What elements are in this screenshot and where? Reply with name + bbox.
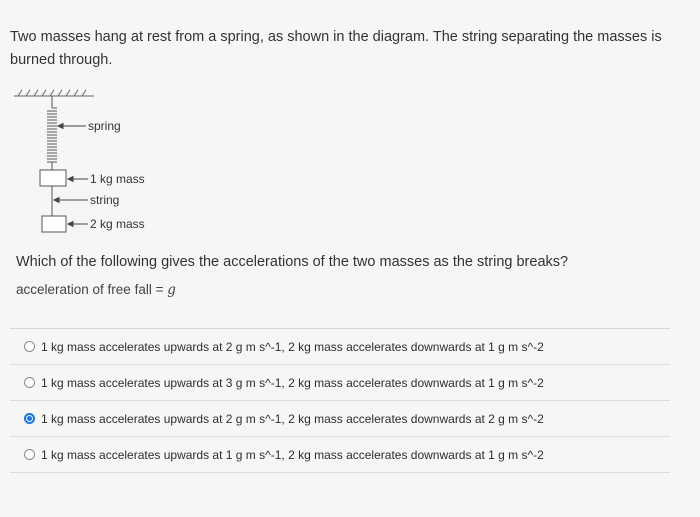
answer-option-label: 1 kg mass accelerates upwards at 2 g m s^-1, 2 kg mass accelerates downwards at 2 g m s^-2 <box>41 411 544 426</box>
answer-option-3[interactable] <box>10 401 670 437</box>
answer-option-label: 1 kg mass accelerates upwards at 2 g m s^-1, 2 kg mass accelerates downwards at 1 g m s^-2 <box>41 339 544 354</box>
given-label: acceleration of free fall = <box>16 282 168 297</box>
mass-1kg-block <box>40 170 66 186</box>
radio-button[interactable] <box>24 341 35 352</box>
mass-2kg-block <box>42 216 66 232</box>
label-string: string <box>90 193 120 207</box>
spring-coil <box>47 96 57 170</box>
ceiling-support <box>14 90 94 96</box>
answer-option-label: 1 kg mass accelerates upwards at 3 g m s^-1, 2 kg mass accelerates downwards at 1 g m s^-2 <box>41 375 544 390</box>
answer-option-4[interactable] <box>10 437 670 473</box>
answer-option-1[interactable] <box>10 329 670 365</box>
question-text: Two masses hang at rest from a spring, as shown in the diagram. The string separating the masses is burned through. <box>10 29 662 68</box>
label-mass-1kg: 1 kg mass <box>90 172 145 186</box>
answer-option-2[interactable] <box>10 365 670 401</box>
label-mass-2kg: 2 kg mass <box>90 217 145 231</box>
sub-question-text: Which of the following gives the accelerations of the two masses as the string breaks? <box>16 254 569 270</box>
given-info <box>16 282 176 298</box>
radio-button[interactable] <box>24 449 35 460</box>
answer-options <box>10 328 670 473</box>
given-symbol: g <box>167 282 176 298</box>
answer-option-label: 1 kg mass accelerates upwards at 1 g m s^-1, 2 kg mass accelerates downwards at 1 g m s^-2 <box>41 447 544 462</box>
radio-button-selected[interactable] <box>24 413 35 424</box>
radio-button[interactable] <box>24 377 35 388</box>
spring-mass-diagram <box>0 0 700 250</box>
label-spring: spring <box>88 119 121 133</box>
